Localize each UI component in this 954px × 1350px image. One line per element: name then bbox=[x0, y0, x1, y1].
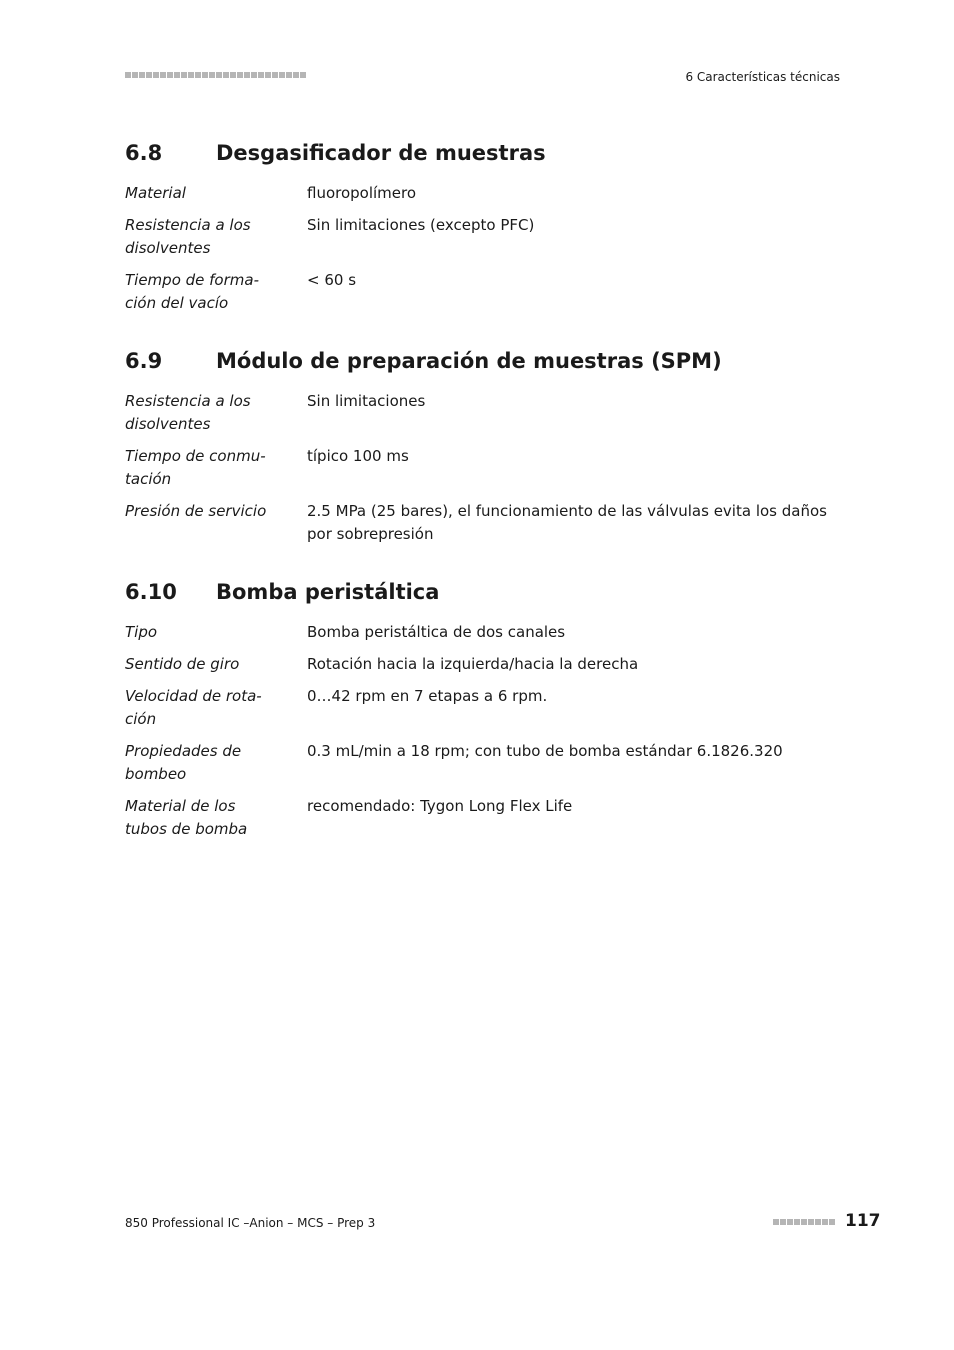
spec-table bbox=[125, 390, 845, 546]
section-title: Desgasificador de muestras bbox=[216, 141, 546, 165]
section-heading bbox=[125, 141, 845, 171]
spec-row bbox=[125, 182, 845, 205]
section-title: Bomba peristáltica bbox=[216, 580, 440, 604]
spec-row bbox=[125, 390, 845, 436]
spec-row bbox=[125, 653, 845, 676]
spec-row bbox=[125, 214, 845, 260]
section-6-8 bbox=[125, 141, 845, 324]
spec-label: Velocidad de rota- ción bbox=[125, 687, 262, 728]
spec-label: Tiempo de forma- ción del vacío bbox=[125, 271, 259, 312]
spec-value: < 60 s bbox=[307, 271, 357, 289]
spec-label: Sentido de giro bbox=[125, 655, 240, 673]
spec-row bbox=[125, 621, 845, 644]
spec-label: Material de los tubos de bomba bbox=[125, 797, 248, 838]
spec-row bbox=[125, 500, 845, 546]
header-decoration bbox=[125, 72, 306, 78]
page-number: 117 bbox=[845, 1211, 881, 1231]
spec-value: típico 100 ms bbox=[307, 447, 409, 465]
spec-value: Rotación hacia la izquierda/hacia la derecha bbox=[307, 655, 639, 673]
section-heading bbox=[125, 349, 845, 379]
spec-row bbox=[125, 795, 845, 841]
spec-label: Resistencia a los disolventes bbox=[125, 216, 251, 257]
section-number: 6.10 bbox=[125, 580, 177, 604]
spec-row bbox=[125, 740, 845, 786]
section-number: 6.9 bbox=[125, 349, 163, 373]
spec-value: 2.5 MPa (25 bares), el funcionamiento de las válvulas evita los daños por sobrepresión bbox=[307, 502, 827, 543]
spec-label: Resistencia a los disolventes bbox=[125, 392, 251, 433]
spec-row bbox=[125, 685, 845, 731]
spec-label: Tiempo de conmu- tación bbox=[125, 447, 266, 488]
spec-label: Material bbox=[125, 184, 186, 202]
spec-value: fluoropolímero bbox=[307, 184, 417, 202]
section-6-9 bbox=[125, 349, 845, 555]
spec-value: Bomba peristáltica de dos canales bbox=[307, 623, 566, 641]
header-chapter: 6 Características técnicas bbox=[685, 70, 840, 84]
spec-value: 0.3 mL/min a 18 rpm; con tubo de bomba estándar 6.1826.320 bbox=[307, 742, 783, 760]
spec-value: Sin limitaciones bbox=[307, 392, 426, 410]
spec-label: Presión de servicio bbox=[125, 502, 267, 520]
section-title: Módulo de preparación de muestras (SPM) bbox=[216, 349, 722, 373]
section-number: 6.8 bbox=[125, 141, 163, 165]
spec-label: Tipo bbox=[125, 623, 158, 641]
spec-value: 0…42 rpm en 7 etapas a 6 rpm. bbox=[307, 687, 548, 705]
section-heading bbox=[125, 580, 845, 610]
spec-value: Sin limitaciones (excepto PFC) bbox=[307, 216, 535, 234]
spec-table bbox=[125, 182, 845, 315]
spec-value: recomendado: Tygon Long Flex Life bbox=[307, 797, 573, 815]
spec-label: Propiedades de bombeo bbox=[125, 742, 242, 783]
section-6-10 bbox=[125, 580, 845, 850]
spec-table bbox=[125, 621, 845, 841]
spec-row bbox=[125, 269, 845, 315]
footer-decoration bbox=[773, 1219, 835, 1225]
footer-document-title: 850 Professional IC –Anion – MCS – Prep 3 bbox=[125, 1216, 376, 1230]
spec-row bbox=[125, 445, 845, 491]
